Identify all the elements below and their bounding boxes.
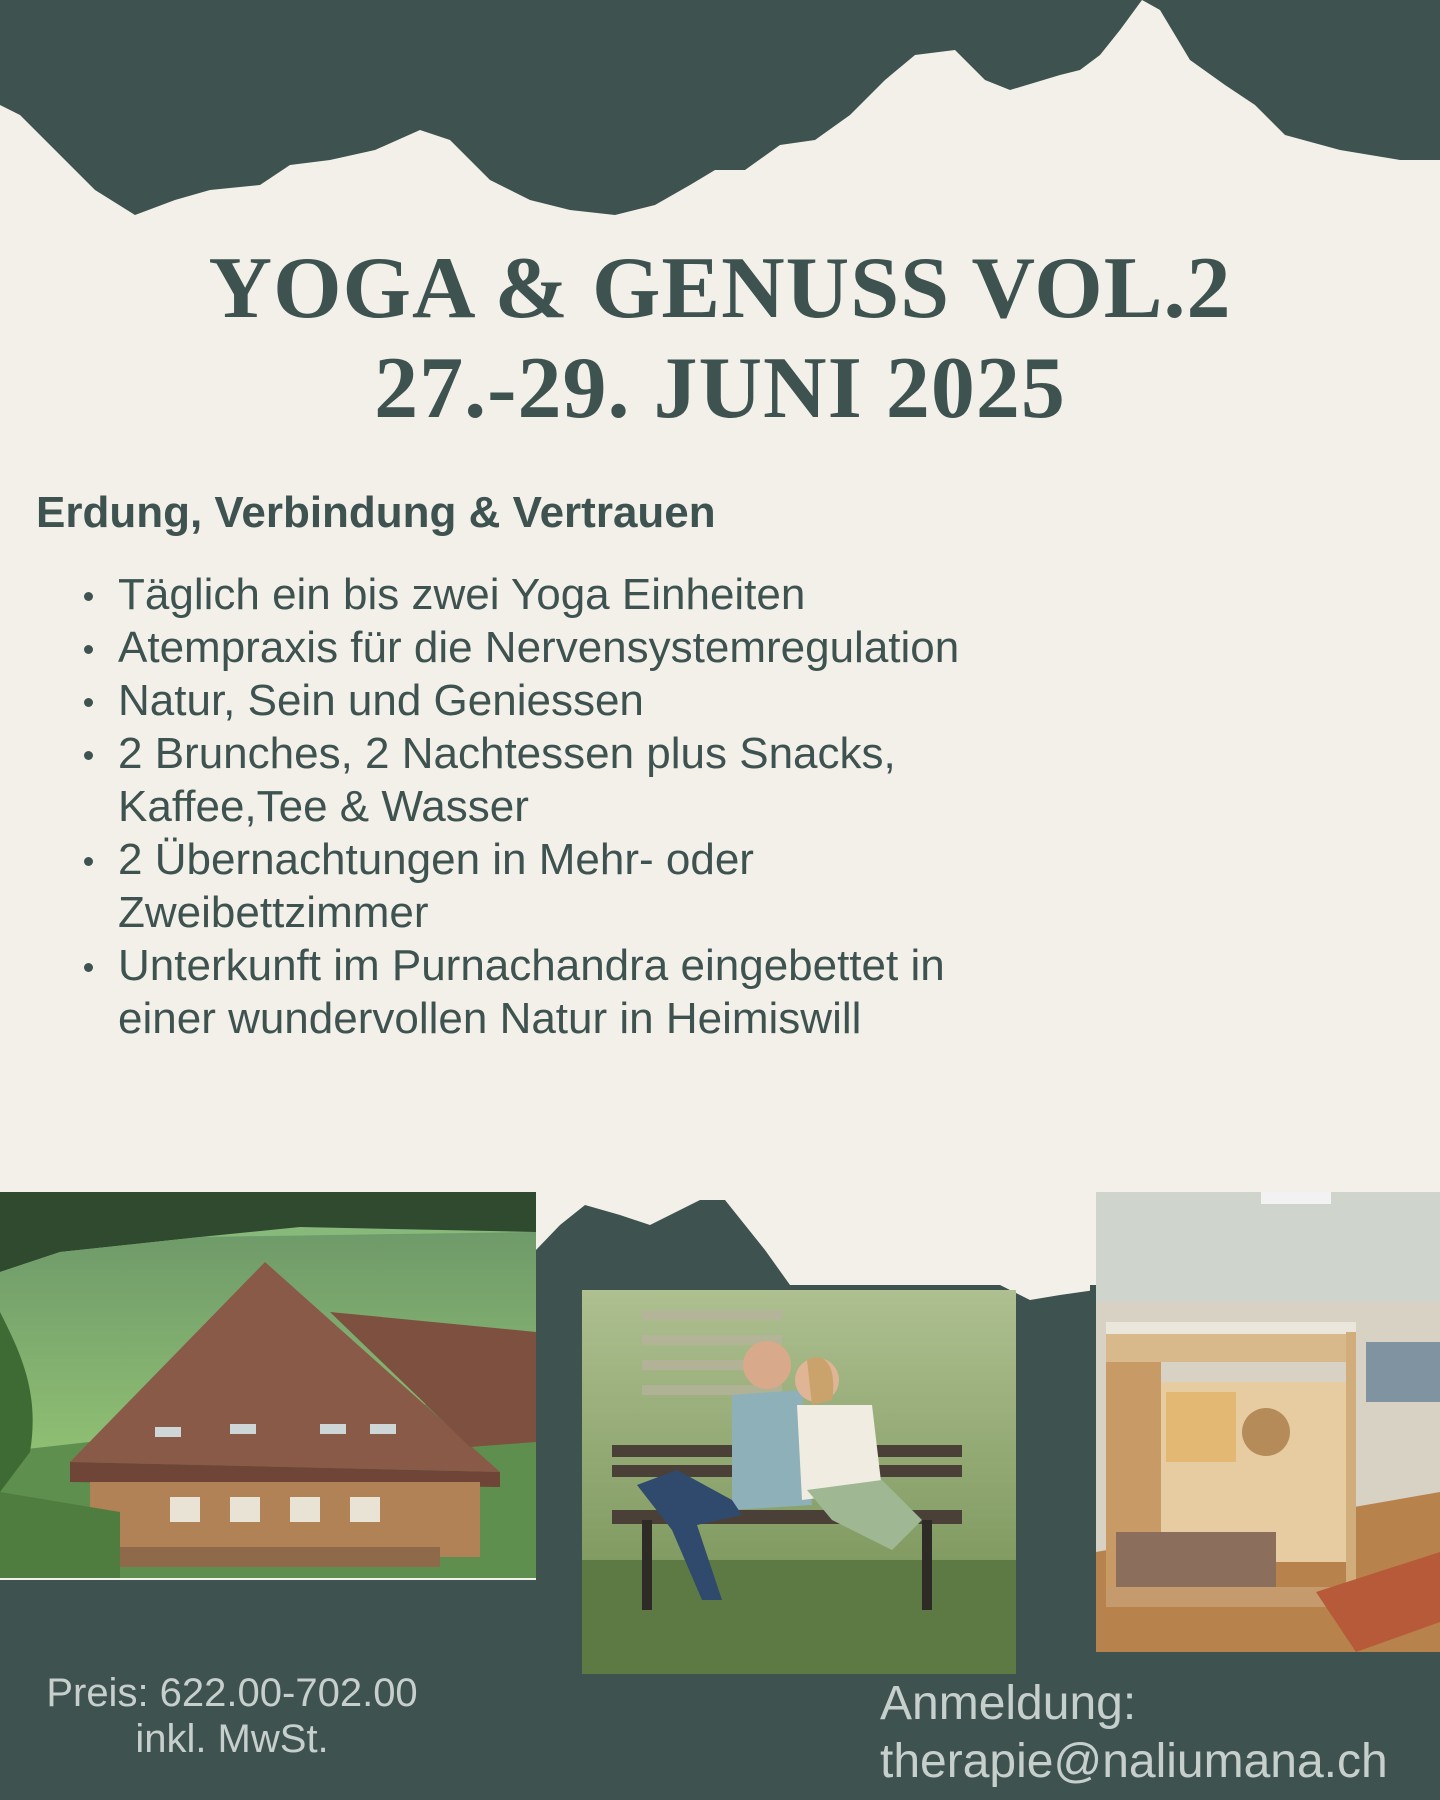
feature-item: 2 Brunches, 2 Nachtessen plus Snacks, Kaffee,Tee & Wasser	[118, 727, 978, 833]
event-subtitle: Erdung, Verbindung & Vertrauen	[36, 488, 716, 537]
event-date: 27.-29. JUNI 2025	[374, 340, 1066, 437]
feature-item: Täglich ein bis zwei Yoga Einheiten	[118, 568, 978, 621]
feature-list	[118, 568, 978, 1045]
top-mountain-silhouette	[0, 0, 1440, 215]
bunk-bed-room-photo	[1096, 1192, 1440, 1652]
price-tax-note: inkl. MwSt.	[135, 1717, 329, 1761]
registration-info	[880, 1675, 1388, 1791]
event-title: YOGA & GENUSS VOL.2	[208, 240, 1232, 337]
feature-item: 2 Übernachtungen in Mehr- oder Zweibettzimmer	[118, 833, 978, 939]
couple-on-bench-photo	[582, 1290, 1016, 1674]
registration-email[interactable]: therapie@naliumana.ch	[880, 1735, 1388, 1788]
feature-item: Unterkunft im Purnachandra eingebettet in einer wundervollen Natur in Heimiswill	[118, 939, 978, 1045]
price-range: Preis: 622.00-702.00	[46, 1671, 418, 1715]
registration-label: Anmeldung:	[880, 1677, 1137, 1730]
feature-item: Atempraxis für die Nervensystemregulation	[118, 621, 978, 674]
farmhouse-photo	[0, 1192, 536, 1578]
feature-item: Natur, Sein und Geniessen	[118, 674, 978, 727]
price-info	[32, 1670, 432, 1762]
